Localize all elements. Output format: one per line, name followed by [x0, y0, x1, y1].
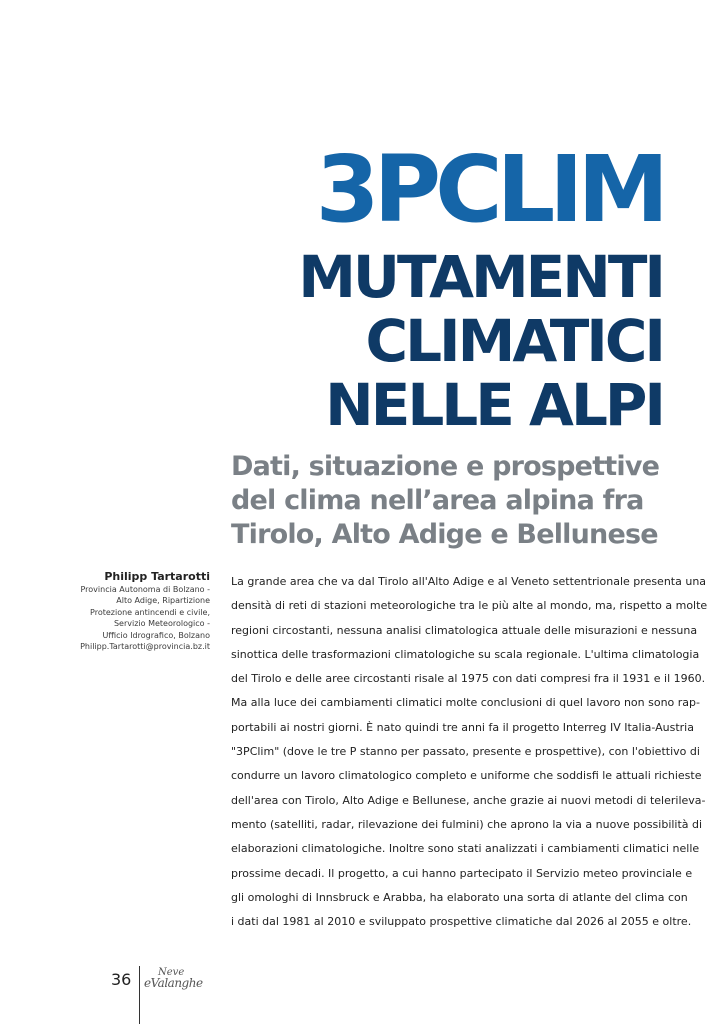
page-number: 36	[111, 970, 132, 989]
author-affiliation-line: Ufficio Idrografico, Bolzano	[102, 630, 210, 640]
body-line: mento (satelliti, radar, rilevazione dei fulmini) che aprono la via a nuove possibilità di	[231, 817, 703, 831]
author-email[interactable]: Philipp.Tartarotti@provincia.bz.it	[80, 642, 210, 652]
logo-line-valanghe: eValanghe	[144, 976, 203, 990]
body-line: sinottica delle trasformazioni climatologiche su scala regionale. L'ultima climatologia	[231, 647, 700, 661]
deck-line: Tirolo, Alto Adige e Bellunese	[231, 519, 658, 550]
magazine-logo	[144, 967, 203, 989]
author-affiliation-line: Servizio Meteorologico -	[113, 619, 210, 629]
subtitle-line: NELLE ALPI	[325, 371, 663, 439]
author-block	[50, 570, 210, 652]
body-line: gli omologhi di Innsbruck e Arabba, ha elaborato una sorta di atlante del clima con	[231, 890, 688, 904]
author-affiliation-line: Protezione antincendi e civile,	[90, 607, 210, 617]
deck-line: Dati, situazione e prospettive	[231, 451, 660, 482]
author-name: Philipp Tartarotti	[104, 570, 210, 583]
body-line: "3PClim" (dove le tre P stanno per passato, presente e prospettive), con l'obiettivo di	[231, 745, 700, 759]
article-title: 3PCLIM	[315, 136, 663, 243]
body-line: La grande area che va dal Tirolo all'Alto Adige e al Veneto settentrionale presenta una	[231, 575, 707, 588]
body-line: condurre un lavoro climatologico completo e uniforme che soddisfi le attuali richieste	[231, 769, 702, 783]
body-line: i dati dal 1981 al 2010 e sviluppato prospettive climatiche dal 2026 al 2055 e oltre.	[231, 915, 692, 929]
body-line: Ma alla luce dei cambiamenti climatici molte conclusioni di quel lavoro non sono rap-	[231, 696, 700, 710]
body-line: del Tirolo e delle aree circostanti risale al 1975 con dati compresi fra il 1931 e il 1960.	[231, 672, 706, 686]
logo-line-neve: Neve	[158, 967, 185, 978]
article-subtitle	[298, 245, 663, 437]
body-line: dell'area con Tirolo, Alto Adige e Bellunese, anche grazie ai nuovi metodi di telerileva-	[231, 793, 706, 807]
article-body	[231, 570, 708, 934]
subtitle-line: MUTAMENTI	[298, 243, 663, 311]
article-deck	[231, 450, 671, 552]
body-line: regioni circostanti, nessuna analisi climatologica attuale delle misurazioni e nessuna	[231, 623, 698, 637]
body-line: prossime decadi. Il progetto, a cui hanno partecipato il Servizio meteo provinciale e	[231, 866, 693, 880]
subtitle-line: CLIMATICI	[365, 307, 663, 375]
footer-divider	[139, 966, 140, 1024]
body-line: elaborazioni climatologiche. Inoltre sono stati analizzati i cambiamenti climatici nelle	[231, 842, 700, 856]
deck-line: del clima nell’area alpina fra	[231, 485, 644, 516]
author-affiliation-line: Alto Adige, Ripartizione	[116, 596, 210, 606]
body-line: portabili ai nostri giorni. È nato quindi tre anni fa il progetto Interreg IV Italia-Austria	[231, 720, 694, 734]
author-affiliation-line: Provincia Autonoma di Bolzano -	[80, 585, 210, 594]
body-line: densità di reti di stazioni meteorologiche tra le più alte al mondo, ma, rispetto a molte	[231, 599, 708, 613]
